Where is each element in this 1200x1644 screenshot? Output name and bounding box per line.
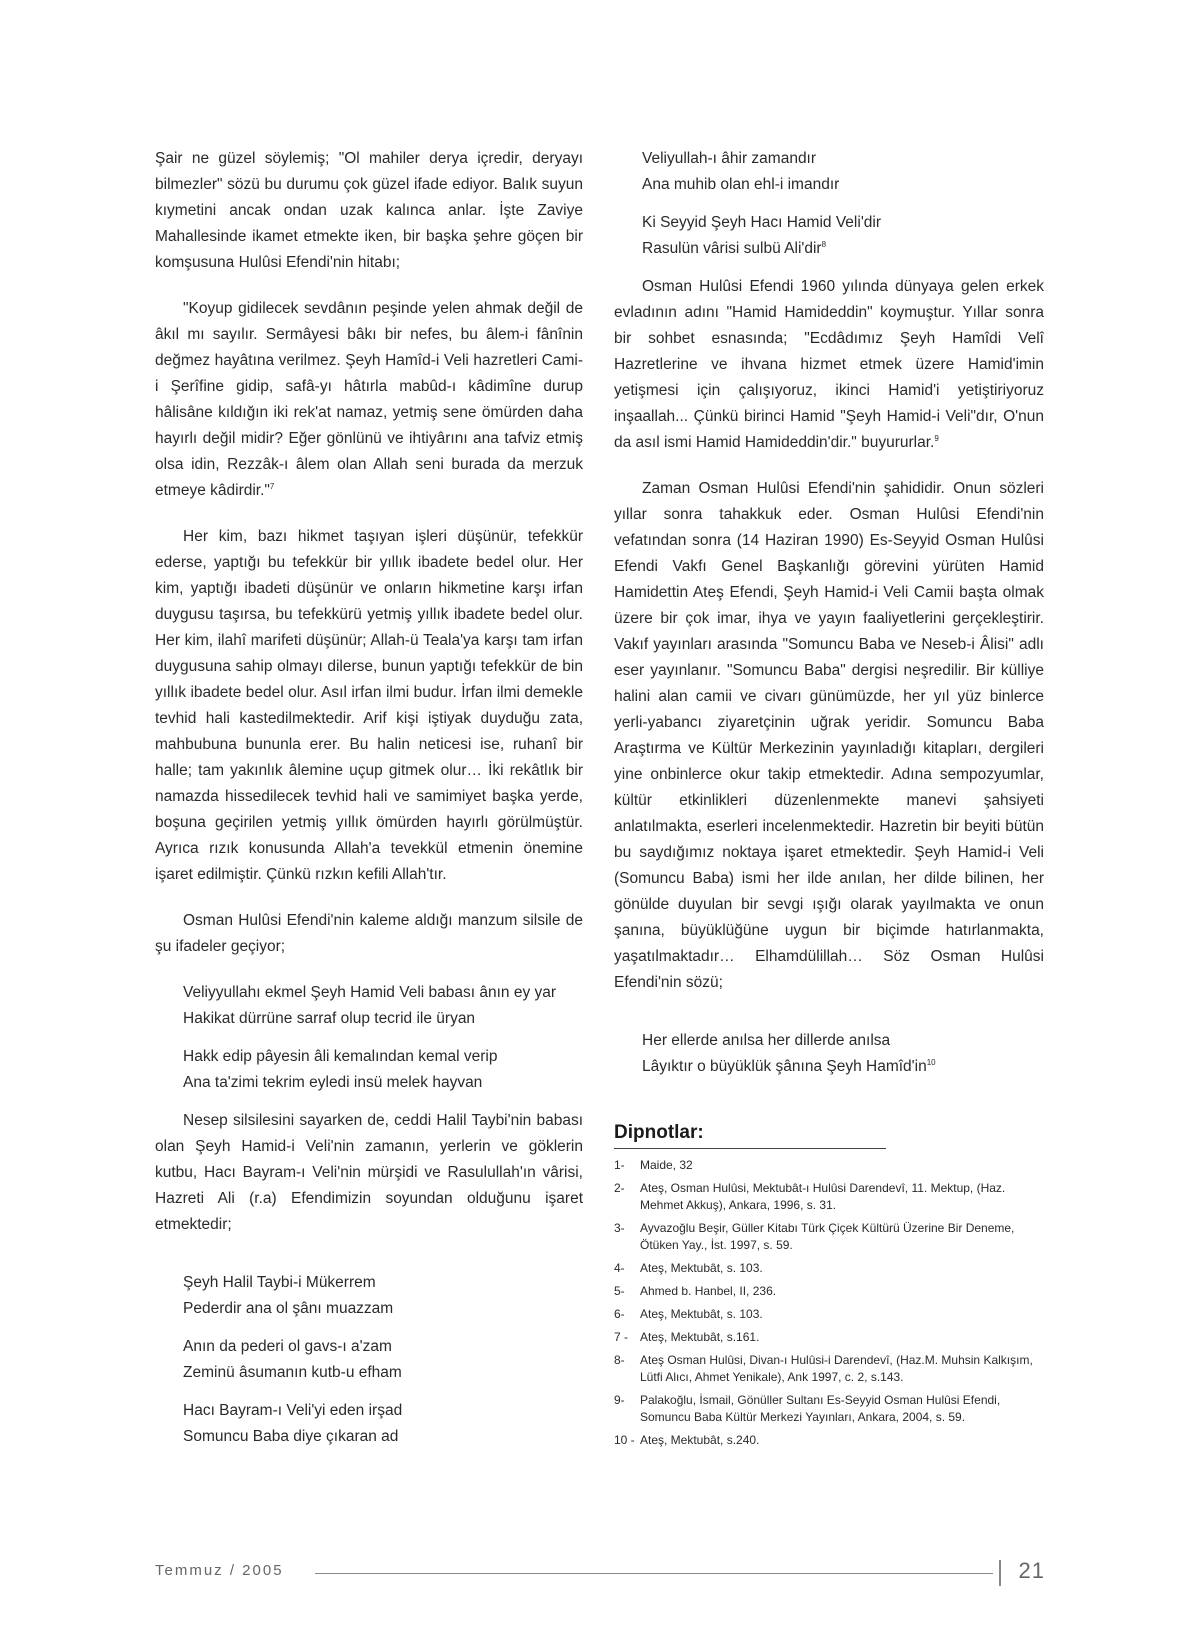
issue-date: Temmuz / 2005 xyxy=(155,1562,284,1579)
verse-line xyxy=(642,1054,1044,1080)
verse-stanza xyxy=(183,1334,583,1386)
verse-line: Anın da pederi ol gavs-ı a'zam xyxy=(183,1338,392,1355)
verse-line: Her ellerde anılsa her dillerde anılsa xyxy=(642,1032,891,1049)
footnote-text: Ateş, Osman Hulûsi, Mektubât-ı Hulûsi Darendevî, 11. Mektup, (Haz. Mehmet Akkuş), Ankara, 1996, s. 31. xyxy=(640,1181,1006,1212)
footnote-item xyxy=(614,1352,1044,1386)
paragraph: Şair ne güzel söylemiş; "Ol mahiler derya içredir, deryayı bilmezler" sözü bu durumu çok güzel ifade ediyor. Balık suyun kıymetini ancak ondan uzak kalınca anlar. İşte Zaviye Mahallesinde ikamet etmekte iken, bir başka şehre göçen bir komşusuna Hulûsi Efendi'nin hitabı; xyxy=(155,150,583,271)
paragraph: Zaman Osman Hulûsi Efendi'nin şahididir. Onun sözleri yıllar sonra tahakkuk eder. Osman Hulûsi Efendi'nin vefatından sonra (14 Haziran 1990) Es-Seyyid Osman Hulûsi Efendi Vakfı Genel Başkanlığı görevini yürüten Hamid Hamidettin Ateş Efendi, Şeyh Hamid-i Veli Camii başta olmak üzere bir çok imar, ihya ve yayın faaliyetlerini gerçekleştirir. Vakıf yayınları arasında "Somuncu Baba ve Neseb-i Âlisi" adlı eser yayınlanır. "Somuncu Baba" dergisi neşredilir. Bir külliye halini alan camii ve civarı günümüzde, her yıl yüz binlerce yerli-yabancı ziyaretçinin uğrak yeridir. Somuncu Baba Araştırma ve Kültür Merkezinin yayınladığı kitapları, dergileri yine onbinlerce okur takip etmektedir. Adına sempozyumlar, kültür etkinlikleri düzenlenmekte manevi şahsiyeti anlatılmakta, eserleri incelenmektedir. Hazretin bir beyiti bütün bu saydığımız noktaya işaret etmektedir. Şeyh Hamid-i Veli (Somuncu Baba) ismi her ilde anılan, her dilde bilinen, her gönülde duyulan bir sevgi ışığı olarak yayılmakta ve onun şanına, büyüklüğüne uygun bir biçimde hatırlanmakta, yaşatılmaktadır… Elhamdülillah… Söz Osman Hulûsi Efendi'nin sözü; xyxy=(614,480,1044,991)
verse-line: Veliyyullahı ekmel Şeyh Hamid Veli babası ânın ey yar xyxy=(183,984,557,1001)
verse-stanza xyxy=(183,1270,583,1322)
footnote-text: Palakoğlu, İsmail, Gönüller Sultanı Es-Seyyid Osman Hulûsi Efendi, Somuncu Baba Kültür Merkezi Yayınları, Ankara, 2004, s. 59. xyxy=(640,1393,1001,1424)
footnote-item xyxy=(614,1180,1044,1214)
footnote-item xyxy=(614,1306,1044,1323)
page-footer xyxy=(155,1560,1045,1586)
verse-stanza xyxy=(183,980,583,1032)
footnote-text: Ateş, Mektubât, s. 103. xyxy=(640,1307,763,1321)
verse-text: Lâyıktır o büyüklük şânına Şeyh Hamîd'in xyxy=(642,1058,927,1075)
verse-line: Hakk edip pâyesin âli kemalından kemal verip xyxy=(183,1048,498,1065)
footnote-item xyxy=(614,1432,1044,1449)
verse-text: Rasulün vârisi sulbü Ali'dir xyxy=(642,240,822,257)
verse-stanza xyxy=(642,210,1044,262)
footnote-text: Ateş Osman Hulûsi, Divan-ı Hulûsi-i Darendevî, (Haz.M. Muhsin Kalkışım, Lütfi Alıcı, Ahmet Yenikale), Ank 1997, c. 2, s.143. xyxy=(640,1353,1033,1384)
quote-text: "Koyup gidilecek sevdânın peşinde yelen ahmak değil de âkıl mı sayılır. Sermâyesi bâkı bir nefes, bu âlem-i fânînin değmez hayâtına verilmez. Şeyh Hamîd-i Veli hazretleri Cami-i Şerîfine gidip, safâ-yı hâtırla mabûd-ı kâdimîne durup hâlisâne kıldığın iki rek'at namaz, yetmiş sene ömürden daha hayırlı değil midir? Eğer gönlünü ve ihtiyârını ana tafviz etmiş olsa idin, Rezzâk-ı âlem olan Allah seni burada da merzuk etmeye kâdirdir." xyxy=(155,300,583,499)
paragraph: Osman Hulûsi Efendi'nin kaleme aldığı manzum silsile de şu ifadeler geçiyor; xyxy=(155,912,583,955)
verse-line: Şeyh Halil Taybi-i Mükerrem xyxy=(183,1274,376,1291)
footnote-ref: 8 xyxy=(821,239,827,249)
footnote-number: 7 - xyxy=(614,1330,629,1344)
footnote-item xyxy=(614,1260,1044,1277)
footer-separator xyxy=(999,1560,1001,1586)
verse-stanza xyxy=(642,146,1044,198)
quote-paragraph xyxy=(155,296,583,504)
footnotes-list xyxy=(614,1157,1044,1449)
paragraph-text: Osman Hulûsi Efendi 1960 yılında dünyaya gelen erkek evladının adını "Hamid Hamideddin" koymuştur. Yıllar sonra bir sohbet esnasında; "Ecdâdımız Şeyh Hamîdi Velî Hazretlerine ve ihvana hizmet etmek üzere Hamid'imin yetişmesi için çalışıyoruz, ikinci Hamid'i yetiştiriyoruz inşaallah... Çünkü birinci Hamid "Şeyh Hamid-i Veli"dır, O'nun da asıl ismi Hamid Hamideddin'dir." buyururlar. xyxy=(614,278,1044,451)
footnote-ref: 10 xyxy=(926,1057,936,1067)
left-column xyxy=(155,146,583,1450)
verse-line: Pederdir ana ol şânı muazzam xyxy=(183,1300,394,1317)
paragraph xyxy=(614,274,1044,456)
footnote-number: 9- xyxy=(614,1393,625,1407)
footnote-number: 3- xyxy=(614,1221,625,1235)
verse-line: Hakikat dürrüne sarraf olup tecrid ile üryan xyxy=(183,1010,476,1027)
footnote-number: 10 - xyxy=(614,1433,635,1447)
footnote-item xyxy=(614,1157,1044,1174)
footnote-text: Ahmed b. Hanbel, II, 236. xyxy=(640,1284,777,1298)
verse-line: Somuncu Baba diye çıkaran ad xyxy=(183,1428,399,1445)
footnote-number: 6- xyxy=(614,1307,625,1321)
footnote-number: 1- xyxy=(614,1158,625,1172)
paragraph: Nesep silsilesini sayarken de, ceddi Halil Taybi'nin babası olan Şeyh Hamid-i Veli'nin zamanın, yerlerin ve göklerin kutbu, Hacı Bayram-ı Veli'nin mürşidi ve Rasulullah'ın vârisi, Hazreti Ali (r.a) Efendimizin soyundan olduğunu işaret etmektedir; xyxy=(155,1112,583,1233)
verse-stanza xyxy=(183,1398,583,1450)
footnote-item xyxy=(614,1392,1044,1426)
verse-stanza xyxy=(642,1028,1044,1080)
footnote-item xyxy=(614,1220,1044,1254)
paragraph: Her kim, bazı hikmet taşıyan işleri düşünür, tefekkür ederse, yaptığı bu tefekkür bir yıllık ibadete bedel olur. Her kim, yaptığı ibadeti düşünür ve onların hikmetine karşı irfan duygusu taşırsa, bu tefekkürü yetmiş yıllık ibadete bedel olur. Her kim, ilahî marifeti düşünür; Allah-ü Teala'ya karşı tam irfan duygusuna sahip olmayı dilerse, bunun yaptığı tefekkür de bin yıllık ibadete bedel olur. Asıl irfan ilmi budur. İrfan ilmi demekle tevhid hali kastedilmektedir. Arif kişi iştiyak duyduğu zata, mahbubuna bununla erer. Bu halin neticesi ise, ruhanî bir halle; tam yakınlık âlemine uçup gitmek olur… İki rekâtlık bir namazda hissedilecek tevhid hali ve samimiyet başka yerde, boşuna geçirilen yetmiş yıllık ömürden hayırlı görülmüştür. Ayrıca rızık konusunda Allah'a tevekkül etmenin önemine işaret edilmiştir. Çünkü rızkın kefili Allah'tır. xyxy=(155,528,583,883)
footnote-item xyxy=(614,1329,1044,1346)
verse-line xyxy=(642,236,1044,262)
footnote-text: Ateş, Mektubât, s. 103. xyxy=(640,1261,763,1275)
verse-line: Veliyullah-ı âhir zamandır xyxy=(642,150,817,167)
verse-stanza xyxy=(183,1044,583,1096)
footnotes-section xyxy=(614,1120,1044,1449)
footnote-text: Maide, 32 xyxy=(640,1158,693,1172)
verse-line: Ana muhib olan ehl-i imandır xyxy=(642,176,840,193)
footnote-item xyxy=(614,1283,1044,1300)
footnotes-title: Dipnotlar: xyxy=(614,1122,704,1143)
footnote-number: 5- xyxy=(614,1284,625,1298)
footnote-text: Ateş, Mektubât, s.161. xyxy=(640,1330,760,1344)
footnote-number: 2- xyxy=(614,1181,625,1195)
footnote-text: Ateş, Mektubât, s.240. xyxy=(640,1433,760,1447)
verse-line: Hacı Bayram-ı Veli'yi eden irşad xyxy=(183,1402,403,1419)
footnote-ref: 9 xyxy=(934,433,939,443)
footnote-number: 4- xyxy=(614,1261,625,1275)
page-number: 21 xyxy=(1018,1558,1045,1583)
verse-line: Ki Seyyid Şeyh Hacı Hamid Veli'dir xyxy=(642,214,882,231)
footer-rule xyxy=(315,1573,993,1574)
verse-line: Ana ta'zimi tekrim eyledi insü melek hayvan xyxy=(183,1074,483,1091)
footnote-ref: 7 xyxy=(269,481,275,491)
footnotes-divider xyxy=(614,1148,886,1149)
right-column xyxy=(614,146,1044,1455)
verse-line: Zeminü âsumanın kutb-u efham xyxy=(183,1364,402,1381)
footnote-number: 8- xyxy=(614,1353,625,1367)
footnote-text: Ayvazoğlu Beşir, Güller Kitabı Türk Çiçek Kültürü Üzerine Bir Deneme, Ötüken Yay., İst. 1997, s. 59. xyxy=(640,1221,1015,1252)
